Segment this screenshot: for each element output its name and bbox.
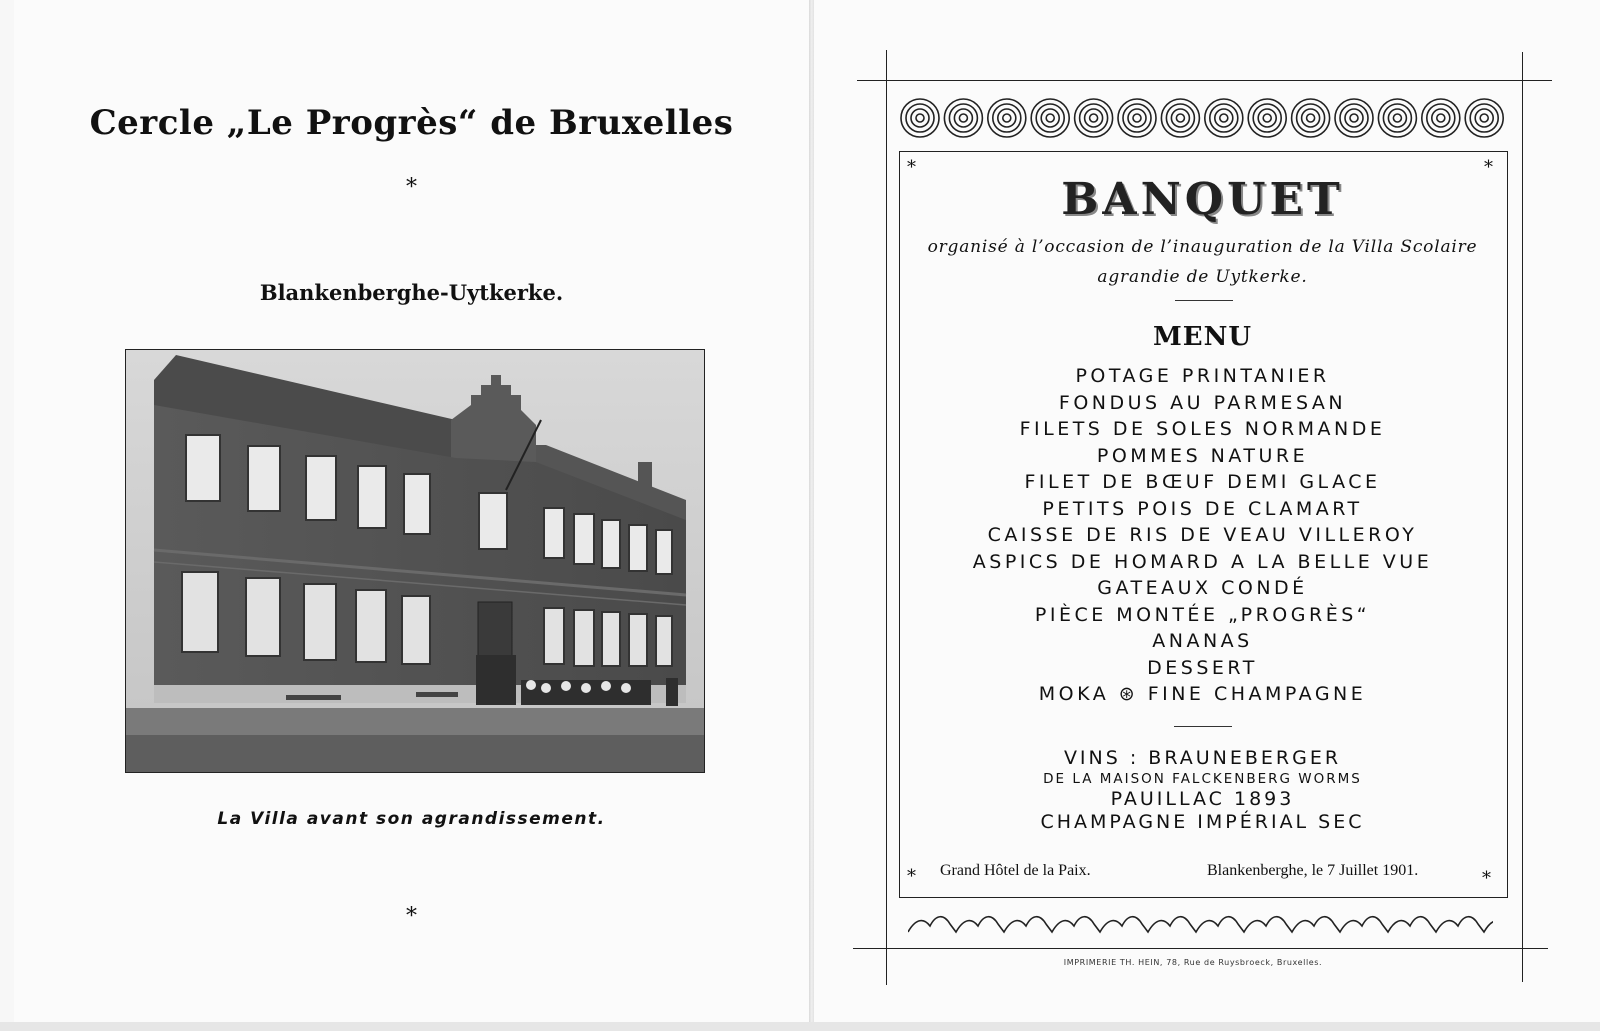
subtitle-line-2: agrandie de Uytkerke. [1097,267,1308,287]
club-title: Cercle „Le Progrès“ de Bruxelles [89,103,734,143]
menu-item: FONDUS AU PARMESAN [1058,391,1347,414]
corner-star-bottom-right: * [1482,868,1491,889]
menu-item: PETITS POIS DE CLAMART [1042,497,1363,520]
villa-photo [125,349,705,773]
location-subtitle: Blankenberghe-Uytkerke. [259,280,564,305]
bottom-edge [0,1022,1600,1031]
menu-item: DESSERT [1147,656,1258,679]
banquet-heading: BANQUET [1061,174,1344,225]
menu-item: POMMES NATURE [1096,444,1309,467]
menu-item: FILET DE BŒUF DEMI GLACE [1024,471,1381,493]
frame-line-left [886,50,887,985]
star-ornament-bottom: * [406,904,417,929]
menu-item: FILETS DE SOLES NORMANDE [1019,418,1386,440]
star-ornament-top: * [406,175,417,200]
menu-item: CAISSE DE RIS DE VEAU VILLEROY [987,524,1418,546]
frame-line-right [1522,52,1523,982]
wine-line-2: DE LA MAISON FALCKENBERG WORMS [1043,771,1362,787]
divider-rule-bottom [1174,726,1232,727]
wave-border-ornament [908,910,1493,938]
menu-list [899,363,1506,708]
wine-line-1: VINS : BRAUNEBERGER [1063,747,1342,769]
menu-item: GATEAUX CONDÉ [1097,577,1308,599]
villa-building-image [126,350,704,772]
banquet-subtitle [899,232,1506,292]
menu-title: MENU [1152,322,1253,352]
menu-item: POTAGE PRINTANIER [1075,365,1330,387]
wine-line-4: CHAMPAGNE IMPÉRIAL SEC [1040,811,1365,833]
divider-rule-top [1175,300,1233,301]
frame-line-top [857,80,1552,81]
venue-name: Grand Hôtel de la Paix. [940,862,1091,879]
menu-item: ANANAS [1152,630,1253,652]
subtitle-line-1: organisé à l’occasion de l’inauguration de la Villa Scolaire [927,237,1478,257]
spiral-border-ornament [899,96,1507,140]
corner-star-top-right: * [1484,157,1493,178]
menu-item: MOKA ⊛ FINE CHAMPAGNE [1038,683,1367,705]
corner-star-top-left: * [907,157,916,178]
photo-caption: La Villa avant son agrandissement. [217,809,606,829]
corner-star-bottom-left: * [907,866,916,887]
menu-item: PIÈCE MONTÉE „PROGRÈS“ [1034,603,1371,626]
printer-imprint: IMPRIMERIE TH. HEIN, 78, Rue de Ruysbroeck, Bruxelles. [1063,958,1323,967]
date-place: Blankenberghe, le 7 Juillet 1901. [1207,862,1419,879]
wine-list [899,747,1506,834]
menu-item: ASPICS DE HOMARD A LA BELLE VUE [972,550,1433,573]
frame-line-bottom [853,948,1548,949]
wine-line-3: PAUILLAC 1893 [1110,788,1295,810]
